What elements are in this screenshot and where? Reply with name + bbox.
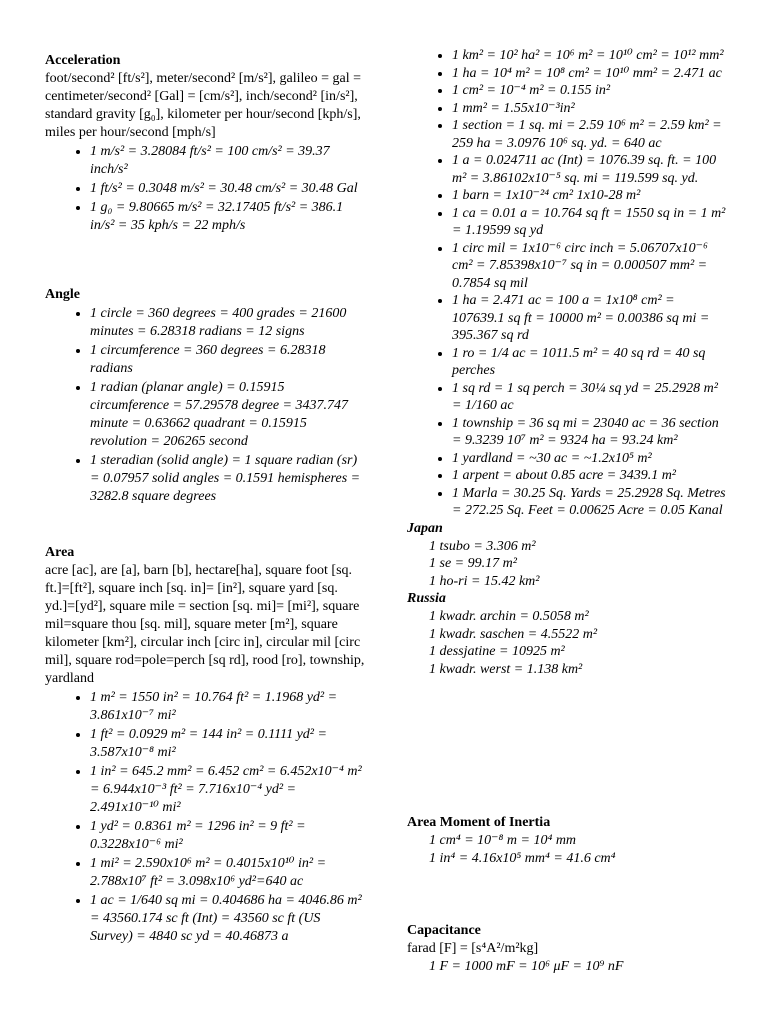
area-list-continued bbox=[407, 47, 729, 520]
area-moment-section bbox=[407, 814, 729, 868]
list-item: • 1 ha = 2.471 ac = 100 a = 1x10⁸ cm² = 107639.1 sq ft = 10000 m² = 0.00386 sq mi = 395.367 sq rd bbox=[452, 292, 729, 345]
list-item: • 1 steradian (solid angle) = 1 square radian (sr) = 0.07957 solid angles = 0.1591 hemispheres = 3282.8 square degrees bbox=[90, 451, 365, 506]
angle-list bbox=[45, 304, 365, 506]
list-item: • 1 m² = 1550 in² = 10.764 ft² = 1.1968 yd² = 3.861x10⁻⁷ mi² bbox=[90, 688, 365, 725]
list-item: • 1 mm² = 1.55x10⁻³in² bbox=[452, 100, 729, 118]
list-item: • 1 ft² = 0.0929 m² = 144 in² = 0.1111 yd² = 3.587x10⁻⁸ mi² bbox=[90, 725, 365, 762]
text-line: 1 kwadr. werst = 1.138 km² bbox=[429, 661, 583, 677]
text-line: 1 tsubo = 3.306 m² bbox=[429, 538, 536, 554]
list-item: • 1 cm² = 10⁻⁴ m² = 0.155 in² bbox=[452, 82, 729, 100]
area-section-continued bbox=[407, 47, 729, 678]
list-item: • 1 barn = 1x10⁻²⁴ cm² 1x10-28 m² bbox=[452, 187, 729, 205]
list-item: • 1 circumference = 360 degrees = 6.28318 radians bbox=[90, 341, 365, 378]
section-title-area-moment: Area Moment of Inertia bbox=[407, 815, 551, 830]
section-title-capacitance: Capacitance bbox=[407, 923, 481, 938]
list-item: • 1 mi² = 2.590x10⁶ m² = 0.4015x10¹⁰ in² = 2.788x10⁷ ft² = 3.098x10⁶ yd²=640 ac bbox=[90, 854, 365, 891]
list-item: • 1 Marla = 30.25 Sq. Yards = 25.2928 Sq. Metres = 272.25 Sq. Feet = 0.00625 Acre = 0.05 Kanal bbox=[452, 485, 729, 520]
text-line: 1 dessjatine = 10925 m² bbox=[429, 644, 565, 659]
area-section bbox=[45, 544, 365, 946]
acceleration-units: foot/second² [ft/s²], meter/second² [m/s²], galileo = gal = centimeter/second² [Gal] = [cm/s²], inch/second² [in/s²], standard gravity [g₀], kilometer per hour/second [kph/s], miles per hour/second [mph/s] bbox=[45, 71, 361, 140]
list-item: • 1 yd² = 0.8361 m² = 1296 in² = 9 ft² = 0.3228x10⁻⁶ mi² bbox=[90, 817, 365, 854]
list-item: • 1 sq rd = 1 sq perch = 30¼ sq yd = 25.2928 m² = 1/160 ac bbox=[452, 380, 729, 415]
area-units: acre [ac], are [a], barn [b], hectare[ha], square foot [sq. ft.]=[ft²], square inch [sq. in]= [in²], square yard [sq. yd.]=[yd²], square mile = section [sq. mi]= [mi²], square mil=square thou [sq. mil], square meter [m²], square kilometer [km²], circular inch [circ in], circular mil [circ mil], square rod=pole=perch [sq rd], rood [ro], township, yardland bbox=[45, 563, 365, 686]
list-item: • 1 ft/s² = 0.3048 m/s² = 30.48 cm/s² = 30.48 Gal bbox=[90, 179, 365, 198]
list-item: • 1 in² = 645.2 mm² = 6.452 cm² = 6.452x10⁻⁴ m² = 6.944x10⁻³ ft² = 7.716x10⁻⁴ yd² = 2.491x10⁻¹⁰ mi² bbox=[90, 762, 365, 817]
text-line: 1 in⁴ = 4.16x10⁵ mm⁴ = 41.6 cm⁴ bbox=[429, 851, 616, 866]
text-line: 1 ho-ri = 15.42 km² bbox=[429, 573, 540, 589]
section-title-angle: Angle bbox=[45, 287, 80, 302]
list-item: • 1 ha = 10⁴ m² = 10⁸ cm² = 10¹⁰ mm² = 2.471 ac bbox=[452, 65, 729, 83]
capacitance-units: farad [F] = [s⁴A²/m²kg] bbox=[407, 941, 539, 956]
list-item: • 1 km² = 10² ha² = 10⁶ m² = 10¹⁰ cm² = 10¹² mm² bbox=[452, 47, 729, 65]
list-item: • 1 g₀ = 9.80665 m/s² = 32.17405 ft/s² = 386.1 in/s² = 35 kph/s = 22 mph/s bbox=[90, 198, 365, 235]
list-item: • 1 ac = 1/640 sq mi = 0.404686 ha = 4046.86 m² = 43560.174 sc ft (Int) = 43560 sc ft (US Survey) = 4840 sc yd = 40.46873 a bbox=[90, 891, 365, 946]
list-item: • 1 m/s² = 3.28084 ft/s² = 100 cm/s² = 39.37 inch/s² bbox=[90, 142, 365, 179]
angle-section bbox=[45, 286, 365, 506]
list-item: • 1 circ mil = 1x10⁻⁶ circ inch = 5.06707x10⁻⁶ cm² = 7.85398x10⁻⁷ sq in = 0.000507 mm² = 0.7854 sq mil bbox=[452, 240, 729, 293]
text-line: 1 kwadr. archin = 0.5058 m² bbox=[429, 609, 589, 624]
subsection-title-russia: Russia bbox=[407, 591, 446, 606]
acceleration-section bbox=[45, 52, 365, 235]
subsection-title-japan: Japan bbox=[407, 520, 443, 536]
section-title-acceleration: Acceleration bbox=[45, 53, 121, 68]
list-item: • 1 radian (planar angle) = 0.15915 circumference = 57.29578 degree = 3437.747 minute = 0.63662 quadrant = 0.15915 revolution = 206265 second bbox=[90, 378, 365, 451]
list-item: • 1 section = 1 sq. mi = 2.59 10⁶ m² = 2.59 km² = 259 ha = 3.0976 10⁶ sq. yd. = 640 ac bbox=[452, 117, 729, 152]
text-line: 1 F = 1000 mF = 10⁶ μF = 10⁹ nF bbox=[429, 959, 624, 974]
list-item: • 1 ro = 1/4 ac = 1011.5 m² = 40 sq rd = 40 sq perches bbox=[452, 345, 729, 380]
list-item: • 1 arpent = about 0.85 acre = 3439.1 m² bbox=[452, 467, 729, 485]
list-item: • 1 circle = 360 degrees = 400 grades = 21600 minutes = 6.28318 radians = 12 signs bbox=[90, 304, 365, 341]
list-item: • 1 yardland = ~30 ac = ~1.2x10⁵ m² bbox=[452, 450, 729, 468]
text-line: 1 se = 99.17 m² bbox=[429, 556, 517, 571]
capacitance-section bbox=[407, 922, 729, 976]
text-line: 1 cm⁴ = 10⁻⁸ m = 10⁴ mm bbox=[429, 833, 577, 848]
section-title-area: Area bbox=[45, 545, 75, 560]
list-item: • 1 ca = 0.01 a = 10.764 sq ft = 1550 sq in = 1 m² = 1.19599 sq yd bbox=[452, 205, 729, 240]
list-item: • 1 township = 36 sq mi = 23040 ac = 36 section = 9.3239 10⁷ m² = 9324 ha = 93.24 km² bbox=[452, 415, 729, 450]
list-item: • 1 a = 0.024711 ac (Int) = 1076.39 sq. ft. = 100 m² = 3.86102x10⁻⁵ sq. mi = 119.599 sq. yd. bbox=[452, 152, 729, 187]
area-list bbox=[45, 688, 365, 946]
acceleration-list bbox=[45, 142, 365, 235]
text-line: 1 kwadr. saschen = 4.5522 m² bbox=[429, 626, 598, 642]
